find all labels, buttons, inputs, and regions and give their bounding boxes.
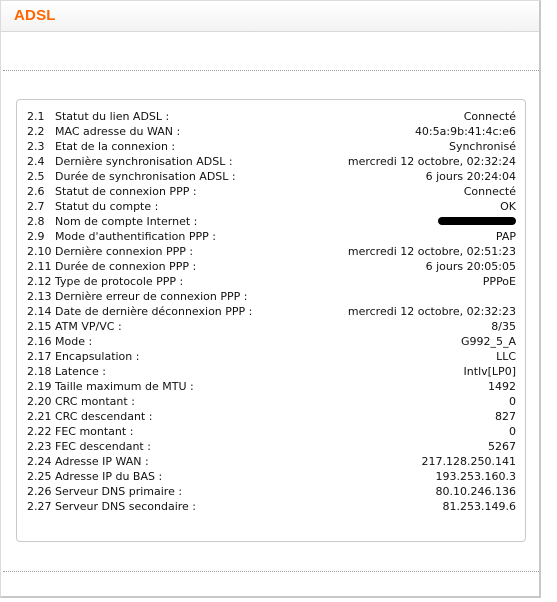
row-number: 2.17 bbox=[27, 350, 52, 363]
row-label: Type de protocole PPP : bbox=[55, 275, 184, 288]
row-number: 2.4 bbox=[27, 155, 45, 168]
status-row bbox=[27, 229, 518, 244]
row-value: 0 bbox=[509, 425, 516, 438]
row-label: FEC descendant : bbox=[55, 440, 151, 453]
row-value: 0 bbox=[509, 395, 516, 408]
row-value: Connecté bbox=[463, 185, 516, 198]
redacted-value bbox=[438, 217, 516, 225]
row-label: Serveur DNS primaire : bbox=[55, 485, 183, 498]
status-row bbox=[27, 124, 518, 139]
status-row bbox=[27, 469, 518, 484]
row-number: 2.13 bbox=[27, 290, 52, 303]
status-row bbox=[27, 379, 518, 394]
row-value: mercredi 12 octobre, 02:32:23 bbox=[347, 305, 516, 318]
row-label: Date de dernière déconnexion PPP : bbox=[55, 305, 253, 318]
row-number: 2.22 bbox=[27, 425, 52, 438]
row-label: Encapsulation : bbox=[55, 350, 140, 363]
row-number: 2.12 bbox=[27, 275, 52, 288]
row-value: 193.253.160.3 bbox=[435, 470, 516, 483]
row-number: 2.18 bbox=[27, 365, 52, 378]
row-label: Durée de connexion PPP : bbox=[55, 260, 197, 273]
status-row bbox=[27, 304, 518, 319]
top-divider bbox=[3, 70, 539, 71]
row-label: Nom de compte Internet : bbox=[55, 215, 198, 228]
row-label: FEC montant : bbox=[55, 425, 134, 438]
row-label: Statut du compte : bbox=[55, 200, 159, 213]
row-label: CRC descendant : bbox=[55, 410, 153, 423]
row-label: Adresse IP WAN : bbox=[55, 455, 149, 468]
row-number: 2.5 bbox=[27, 170, 45, 183]
row-number: 2.6 bbox=[27, 185, 45, 198]
status-row bbox=[27, 484, 518, 499]
row-number: 2.8 bbox=[27, 215, 45, 228]
status-row bbox=[27, 439, 518, 454]
row-label: Dernière erreur de connexion PPP : bbox=[55, 290, 248, 303]
row-label: ATM VP/VC : bbox=[55, 320, 122, 333]
row-number: 2.25 bbox=[27, 470, 52, 483]
row-number: 2.20 bbox=[27, 395, 52, 408]
status-row bbox=[27, 409, 518, 424]
status-row bbox=[27, 109, 518, 124]
row-value: PAP bbox=[495, 230, 516, 243]
row-value: mercredi 12 octobre, 02:51:23 bbox=[347, 245, 516, 258]
row-number: 2.15 bbox=[27, 320, 52, 333]
row-label: Statut du lien ADSL : bbox=[55, 110, 170, 123]
row-number: 2.21 bbox=[27, 410, 52, 423]
row-number: 2.7 bbox=[27, 200, 45, 213]
row-number: 2.27 bbox=[27, 500, 52, 513]
status-row bbox=[27, 169, 518, 184]
adsl-status-panel bbox=[16, 99, 526, 542]
row-value: 40:5a:9b:41:4c:e6 bbox=[414, 125, 516, 138]
status-list bbox=[27, 109, 518, 514]
row-number: 2.23 bbox=[27, 440, 52, 453]
status-row bbox=[27, 424, 518, 439]
row-number: 2.16 bbox=[27, 335, 52, 348]
status-row bbox=[27, 364, 518, 379]
row-label: Adresse IP du BAS : bbox=[55, 470, 163, 483]
row-value: 80.10.246.136 bbox=[435, 485, 516, 498]
page-title: ADSL bbox=[14, 7, 56, 24]
row-number: 2.9 bbox=[27, 230, 45, 243]
status-row bbox=[27, 394, 518, 409]
row-value: 6 jours 20:05:05 bbox=[425, 260, 516, 273]
status-row bbox=[27, 349, 518, 364]
row-number: 2.26 bbox=[27, 485, 52, 498]
row-value: Intlv[LP0] bbox=[463, 365, 516, 378]
row-label: Mode : bbox=[55, 335, 93, 348]
status-row bbox=[27, 184, 518, 199]
row-number: 2.14 bbox=[27, 305, 52, 318]
row-value: G992_5_A bbox=[460, 335, 516, 348]
status-row bbox=[27, 214, 518, 229]
row-number: 2.3 bbox=[27, 140, 45, 153]
row-value: 81.253.149.6 bbox=[442, 500, 516, 513]
status-row bbox=[27, 289, 518, 304]
row-label: Dernière connexion PPP : bbox=[55, 245, 194, 258]
row-value: 827 bbox=[495, 410, 516, 423]
row-value: Synchronisé bbox=[448, 140, 516, 153]
row-label: Dernière synchronisation ADSL : bbox=[55, 155, 233, 168]
row-label: Taille maximum de MTU : bbox=[55, 380, 194, 393]
row-value: mercredi 12 octobre, 02:32:24 bbox=[347, 155, 516, 168]
status-row bbox=[27, 259, 518, 274]
row-number: 2.19 bbox=[27, 380, 52, 393]
status-row bbox=[27, 244, 518, 259]
status-row bbox=[27, 454, 518, 469]
row-value: OK bbox=[500, 200, 516, 213]
row-number: 2.24 bbox=[27, 455, 52, 468]
row-number: 2.10 bbox=[27, 245, 52, 258]
bottom-divider bbox=[3, 571, 539, 572]
row-label: Latence : bbox=[55, 365, 106, 378]
status-row bbox=[27, 139, 518, 154]
row-number: 2.11 bbox=[27, 260, 52, 273]
row-value: 217.128.250.141 bbox=[421, 455, 516, 468]
row-value: 6 jours 20:24:04 bbox=[425, 170, 516, 183]
row-label: Statut de connexion PPP : bbox=[55, 185, 197, 198]
status-row bbox=[27, 274, 518, 289]
title-bar bbox=[1, 1, 539, 32]
row-value: PPPoE bbox=[482, 275, 516, 288]
row-value: 5267 bbox=[488, 440, 516, 453]
row-number: 2.1 bbox=[27, 110, 45, 123]
status-row bbox=[27, 319, 518, 334]
row-label: Etat de la connexion : bbox=[55, 140, 176, 153]
row-label: CRC montant : bbox=[55, 395, 135, 408]
row-value: 1492 bbox=[488, 380, 516, 393]
status-row bbox=[27, 499, 518, 514]
row-label: MAC adresse du WAN : bbox=[55, 125, 181, 138]
row-number: 2.2 bbox=[27, 125, 45, 138]
status-row bbox=[27, 199, 518, 214]
status-row bbox=[27, 154, 518, 169]
row-value: LLC bbox=[496, 350, 516, 363]
row-value: 8/35 bbox=[491, 320, 516, 333]
status-row bbox=[27, 334, 518, 349]
row-label: Serveur DNS secondaire : bbox=[55, 500, 196, 513]
row-label: Mode d'authentification PPP : bbox=[55, 230, 216, 243]
row-label: Durée de synchronisation ADSL : bbox=[55, 170, 236, 183]
row-value: Connecté bbox=[463, 110, 516, 123]
